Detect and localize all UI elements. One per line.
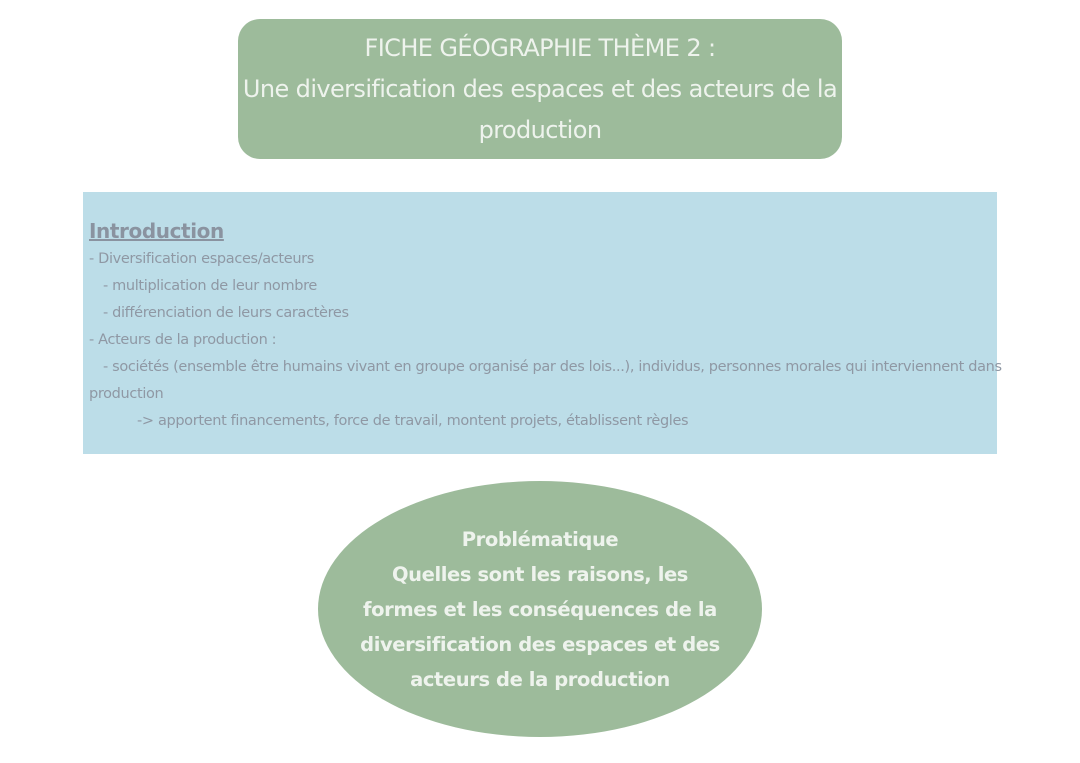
title-line-1: FICHE GÉOGRAPHIE THÈME 2 :: [364, 33, 716, 62]
intro-line-multiplication: - multiplication de leur nombre: [103, 278, 317, 294]
introduction-heading: Introduction: [89, 219, 224, 243]
intro-line-societes: - sociétés (ensemble être humains vivant en groupe organisé par des lois...), individus, personnes morales qui interviennent dans: [103, 359, 1002, 375]
problematique-heading: Problématique: [461, 527, 619, 551]
title-line-3: production: [478, 115, 602, 144]
problematique-line-5: acteurs de la production: [410, 667, 670, 691]
intro-line-diversification: - Diversification espaces/acteurs: [89, 251, 314, 267]
intro-line-apportent: -> apportent financements, force de travail, montent projets, établissent règles: [137, 413, 689, 429]
problematique-ellipse: [318, 481, 762, 737]
intro-line-acteurs: - Acteurs de la production :: [89, 332, 277, 348]
introduction-box: [83, 192, 1002, 454]
intro-line-differenciation: - différenciation de leurs caractères: [103, 305, 349, 321]
problematique-line-2: Quelles sont les raisons, les: [391, 562, 689, 586]
problematique-line-4: diversification des espaces et des: [360, 632, 720, 656]
intro-line-production: production: [89, 386, 164, 402]
title-box: [238, 19, 842, 159]
problematique-line-3: formes et les conséquences de la: [363, 597, 717, 621]
title-line-2: Une diversification des espaces et des acteurs de la: [242, 74, 838, 103]
